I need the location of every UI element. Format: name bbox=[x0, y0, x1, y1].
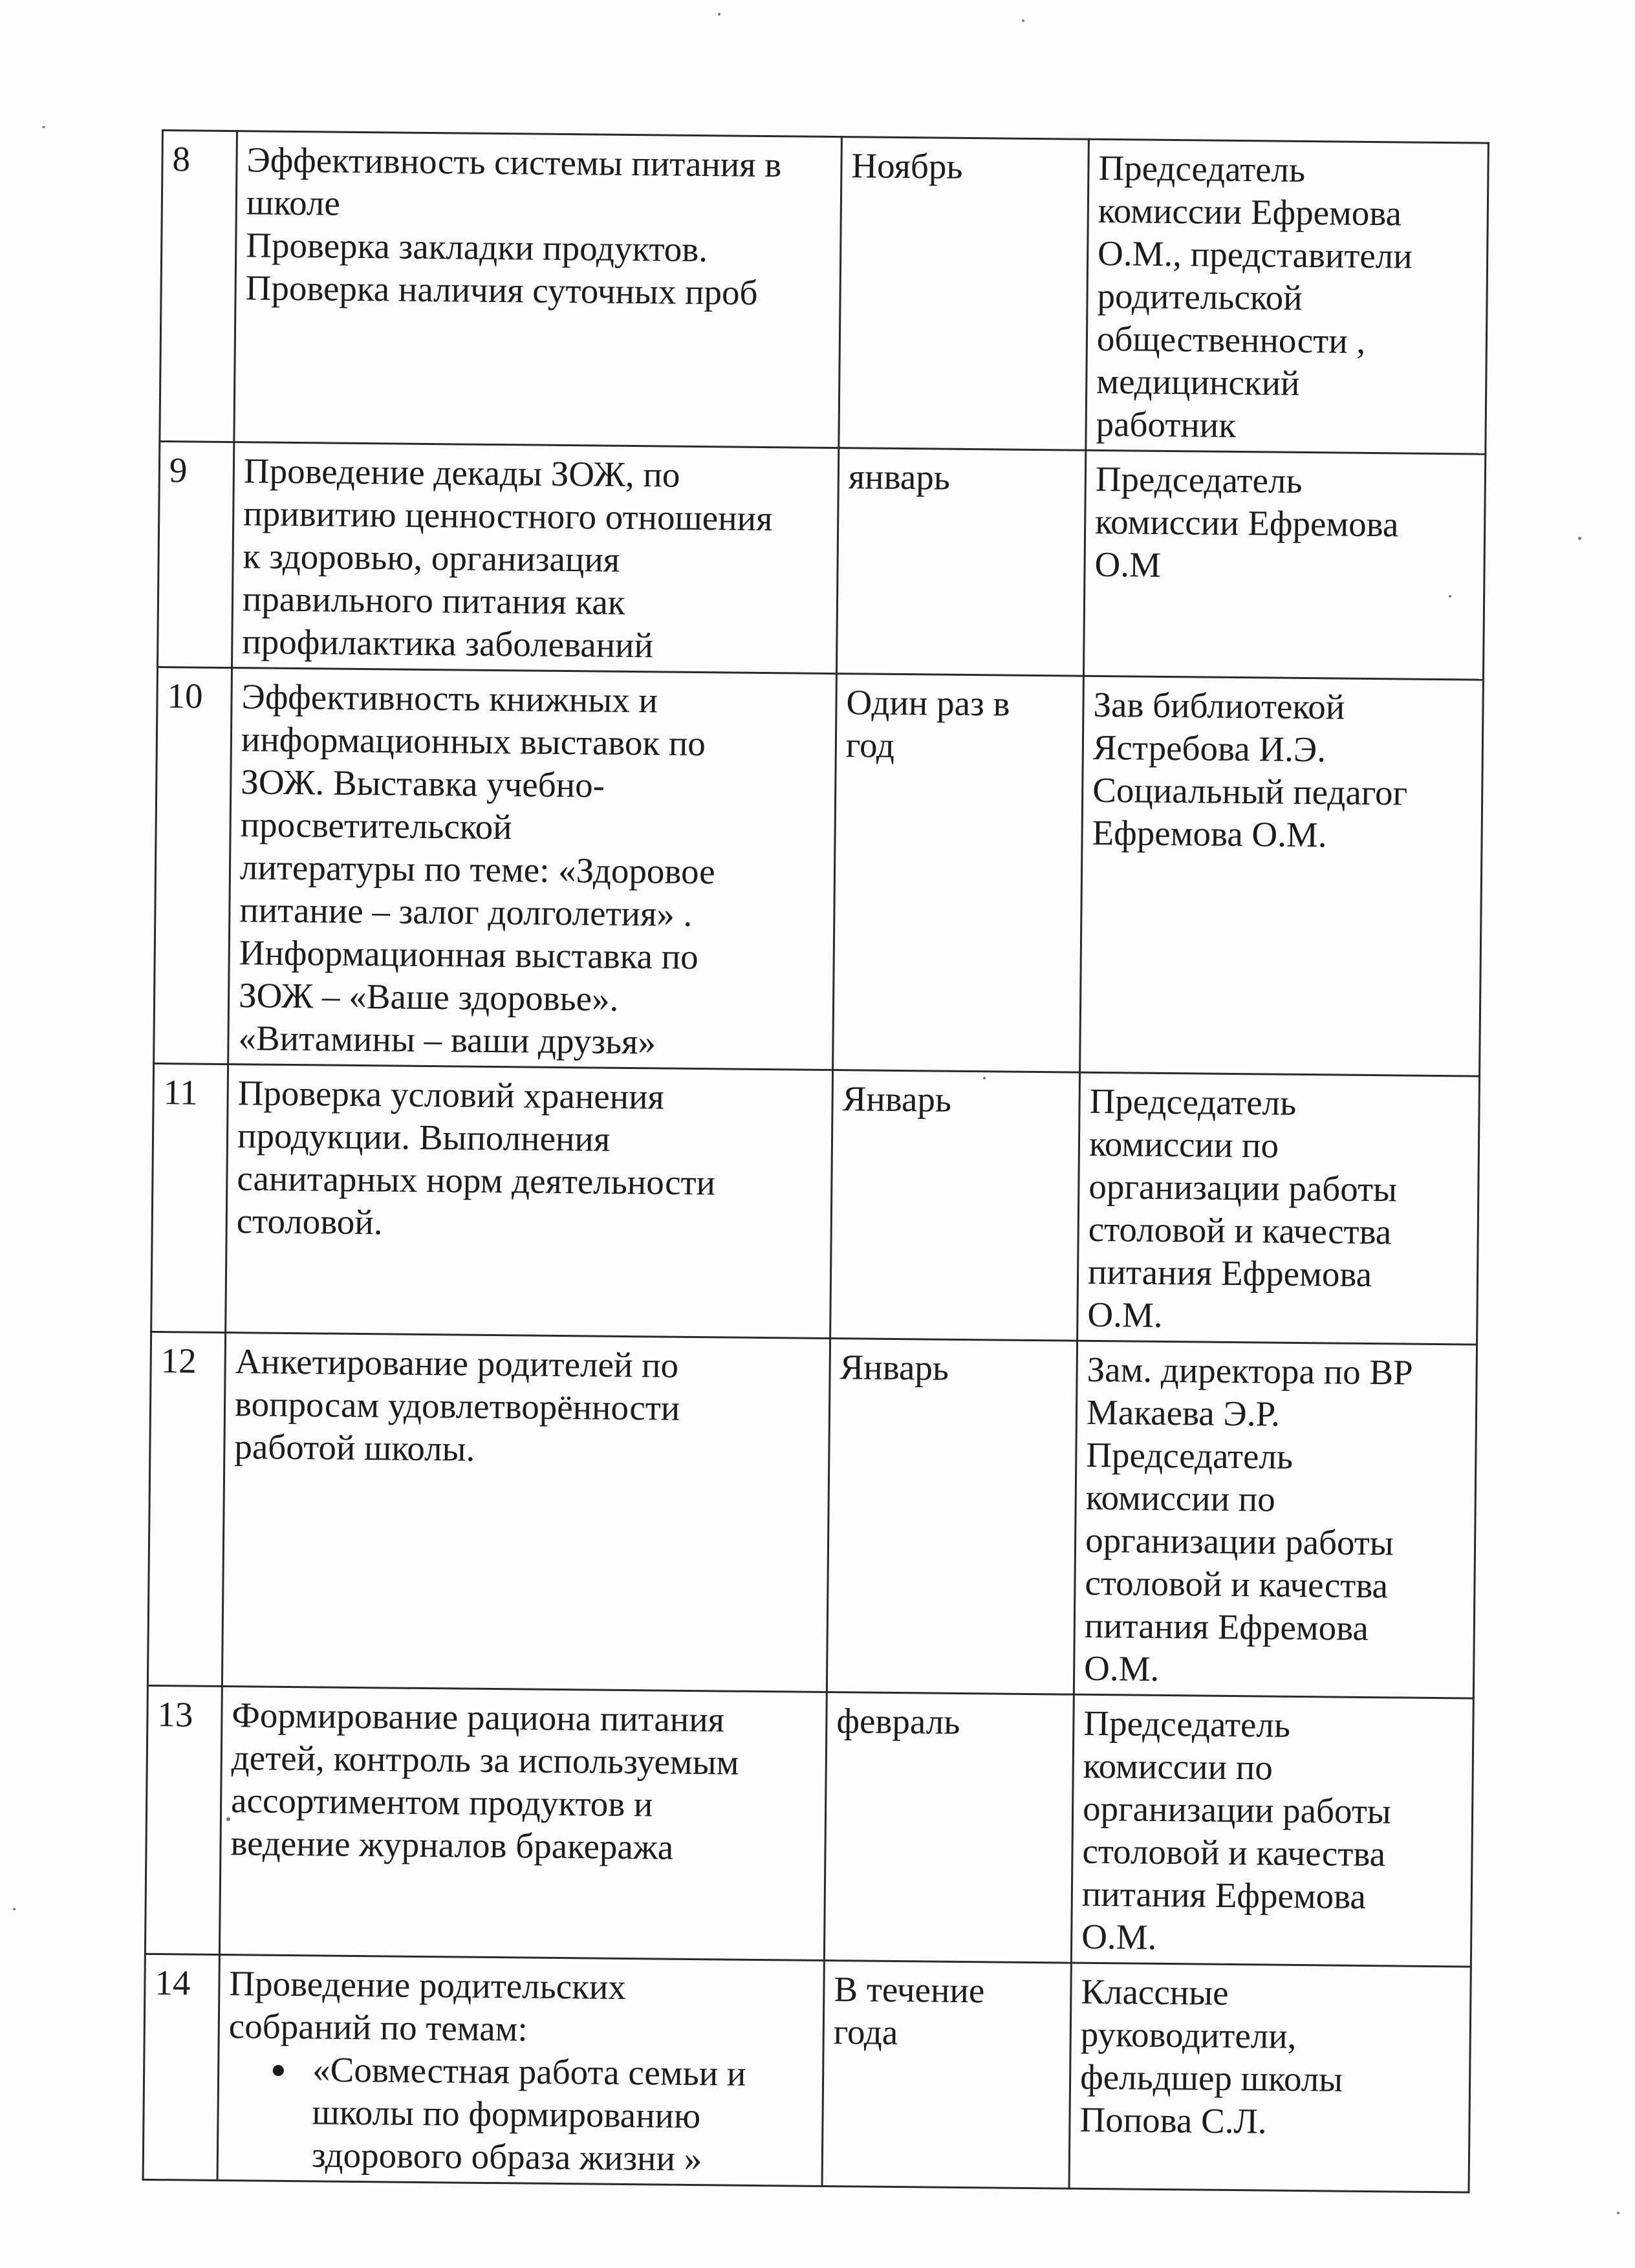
activity-cell bbox=[228, 668, 837, 1070]
row-number bbox=[158, 441, 234, 667]
table-row bbox=[151, 1063, 1480, 1345]
date-line: Один раз в bbox=[846, 682, 1010, 724]
date-line: В течение bbox=[834, 1969, 985, 2011]
date-line: Январь bbox=[842, 1079, 952, 1119]
responsible-line: питания Ефремова bbox=[1087, 1251, 1372, 1295]
responsible-line: Председатель bbox=[1089, 1081, 1297, 1123]
activity-line: Проверка закладки продуктов. bbox=[245, 225, 708, 270]
activity-line: профилактика заболеваний bbox=[242, 621, 654, 665]
row-number bbox=[160, 131, 237, 442]
activity-plan-table bbox=[142, 129, 1489, 2194]
responsible-line: организации работы bbox=[1088, 1166, 1398, 1209]
date-line: январь bbox=[848, 457, 951, 497]
activity-cell bbox=[222, 1333, 830, 1692]
responsible-line: медицинский bbox=[1096, 361, 1300, 403]
responsible-cell bbox=[1080, 676, 1484, 1076]
scan-speck bbox=[1578, 537, 1581, 540]
responsible-line: комиссии по bbox=[1088, 1123, 1279, 1165]
activity-line: к здоровью, организация bbox=[243, 536, 620, 579]
activity-line: Проведение родительских bbox=[229, 1963, 627, 2007]
responsible-line: Классные bbox=[1081, 1971, 1229, 2013]
activity-cell bbox=[234, 131, 842, 448]
date-line: Январь bbox=[839, 1347, 949, 1388]
activity-line: информационных выставок по bbox=[241, 719, 706, 764]
responsible-line: О.М. bbox=[1081, 1916, 1157, 1957]
activity-line: ЗОЖ. Выставка учебно- bbox=[241, 762, 605, 805]
responsible-line: столовой и качества bbox=[1085, 1562, 1389, 1606]
responsible-line: Ястребова И.Э. bbox=[1092, 727, 1326, 770]
bullet-item bbox=[228, 2047, 814, 2181]
responsible-line: О.М., представители bbox=[1097, 233, 1413, 276]
responsible-line: комиссии Ефремова bbox=[1098, 190, 1402, 233]
row-number-text: 10 bbox=[167, 676, 203, 716]
activity-line: собраний по темам: bbox=[228, 2006, 528, 2049]
responsible-line: О.М. bbox=[1083, 1648, 1160, 1689]
activity-line: привитию ценностного отношения bbox=[243, 493, 773, 539]
bullet-line: здорового образа жизни » bbox=[311, 2135, 702, 2179]
responsible-cell bbox=[1069, 1963, 1471, 2192]
activity-cell bbox=[219, 1687, 827, 1961]
bullet-icon: ● bbox=[270, 2054, 287, 2084]
responsible-line: Председатель bbox=[1086, 1434, 1294, 1476]
activity-line: Формирование рациона питания bbox=[232, 1695, 725, 1740]
responsible-line: Зав библиотекой bbox=[1093, 684, 1345, 727]
responsible-line: Зам. директора по ВР bbox=[1087, 1349, 1413, 1392]
row-number bbox=[154, 667, 232, 1064]
responsible-cell bbox=[1083, 450, 1485, 680]
responsible-line: организации работы bbox=[1082, 1788, 1392, 1831]
responsible-line: питания Ефремова bbox=[1081, 1874, 1367, 1916]
row-number-text: 8 bbox=[172, 139, 191, 179]
responsible-cell bbox=[1071, 1694, 1473, 1967]
row-number-text: 9 bbox=[169, 450, 188, 490]
row-number-text: 14 bbox=[155, 1963, 191, 2003]
bullet-line: «Совместная работа семьи и bbox=[312, 2049, 746, 2093]
scan-speck bbox=[13, 1908, 16, 1910]
responsible-line: родительской bbox=[1097, 275, 1303, 318]
row-number-text: 11 bbox=[163, 1072, 198, 1112]
activity-line: продукции. Выполнения bbox=[237, 1116, 611, 1159]
activity-line: Эффективность книжных и bbox=[241, 676, 658, 720]
responsible-line: комиссии Ефремова bbox=[1094, 501, 1399, 545]
activity-line: работой школы. bbox=[234, 1427, 475, 1469]
responsible-line: Председатель bbox=[1098, 147, 1306, 189]
table-row bbox=[160, 131, 1489, 455]
responsible-line: Попова С.Л. bbox=[1079, 2099, 1267, 2141]
date-line: Ноябрь bbox=[851, 146, 963, 186]
bullet-line: школы по формированию bbox=[312, 2092, 701, 2136]
responsible-line: работник bbox=[1096, 404, 1237, 445]
table-row bbox=[143, 1954, 1471, 2192]
activity-line: «Витамины – ваши друзья» bbox=[238, 1018, 656, 1062]
activity-line: Анкетирование родителей по bbox=[235, 1341, 679, 1385]
date-cell bbox=[824, 1692, 1074, 1963]
date-line: года bbox=[833, 2012, 898, 2053]
responsible-line: Социальный педагог bbox=[1092, 770, 1408, 813]
activity-cell bbox=[226, 1064, 833, 1339]
responsible-line: питания Ефремова bbox=[1084, 1605, 1369, 1648]
responsible-cell bbox=[1077, 1072, 1480, 1345]
scan-speck bbox=[718, 13, 720, 16]
activity-line: ЗОЖ – «Ваше здоровье». bbox=[238, 975, 619, 1019]
responsible-line: Макаева Э.Р. bbox=[1086, 1392, 1281, 1434]
responsible-line: Ефремова О.М. bbox=[1092, 812, 1327, 855]
responsible-line: руководители, bbox=[1080, 2014, 1297, 2056]
activity-cell bbox=[217, 1954, 824, 2186]
row-number-text: 12 bbox=[160, 1341, 197, 1381]
activity-line: школе bbox=[246, 182, 341, 223]
activity-line: правильного питания как bbox=[242, 579, 625, 622]
responsible-line: комиссии по bbox=[1085, 1477, 1276, 1519]
date-cell bbox=[830, 1070, 1080, 1341]
activity-line: Проведение декады ЗОЖ, по bbox=[243, 451, 680, 495]
responsible-line: столовой и качества bbox=[1088, 1209, 1392, 1252]
date-cell bbox=[833, 674, 1084, 1073]
activity-line: детей, контроль за используемым bbox=[231, 1738, 739, 1782]
activity-line: питание – залог долголетия» . bbox=[239, 890, 693, 934]
activity-line: санитарных норм деятельности bbox=[237, 1158, 716, 1203]
row-number-text: 13 bbox=[157, 1694, 193, 1734]
scan-speck bbox=[1022, 19, 1024, 22]
responsible-line: общественности , bbox=[1096, 318, 1366, 361]
date-cell bbox=[827, 1339, 1077, 1695]
row-number bbox=[151, 1063, 228, 1332]
table-row bbox=[158, 441, 1486, 680]
date-cell bbox=[836, 448, 1085, 676]
responsible-cell bbox=[1086, 139, 1489, 454]
scan-speck bbox=[42, 126, 45, 128]
row-number bbox=[145, 1685, 222, 1954]
row-number bbox=[143, 1954, 219, 2180]
date-line: февраль bbox=[836, 1701, 960, 1742]
activity-line: литературы по теме: «Здоровое bbox=[239, 847, 715, 892]
table-row bbox=[154, 667, 1484, 1076]
activity-line: ассортиментом продуктов и bbox=[230, 1780, 653, 1824]
activity-line: вопросам удовлетворённости bbox=[234, 1384, 680, 1428]
date-line: год bbox=[845, 725, 895, 765]
table-body bbox=[143, 131, 1488, 2193]
responsible-line: Председатель bbox=[1095, 459, 1303, 501]
activity-line: просветительской bbox=[240, 805, 512, 847]
responsible-line: организации работы bbox=[1085, 1520, 1394, 1563]
date-cell bbox=[822, 1960, 1071, 2188]
activity-line: столовой. bbox=[236, 1201, 383, 1242]
date-cell bbox=[839, 137, 1089, 451]
activity-cell bbox=[232, 442, 839, 674]
responsible-cell bbox=[1074, 1341, 1477, 1698]
responsible-line: О.М bbox=[1094, 544, 1162, 585]
responsible-line: О.М. bbox=[1087, 1294, 1163, 1335]
table-row bbox=[147, 1332, 1477, 1698]
activity-line: Проверка наличия суточных проб bbox=[245, 268, 758, 312]
table-row bbox=[145, 1685, 1473, 1967]
responsible-line: комиссии по bbox=[1083, 1745, 1273, 1787]
scan-speck bbox=[1617, 2212, 1619, 2214]
activity-line: Информационная выставка по bbox=[239, 933, 698, 977]
activity-line: Проверка условий хранения bbox=[237, 1073, 665, 1117]
responsible-line: фельдшер школы bbox=[1079, 2057, 1343, 2099]
responsible-line: Председатель bbox=[1083, 1703, 1291, 1745]
row-number bbox=[147, 1332, 225, 1686]
activity-line: ведение журналов бракеража bbox=[230, 1823, 674, 1867]
responsible-line: столовой и качества bbox=[1082, 1831, 1386, 1874]
activity-line: Эффективность системы питания в bbox=[246, 140, 782, 185]
